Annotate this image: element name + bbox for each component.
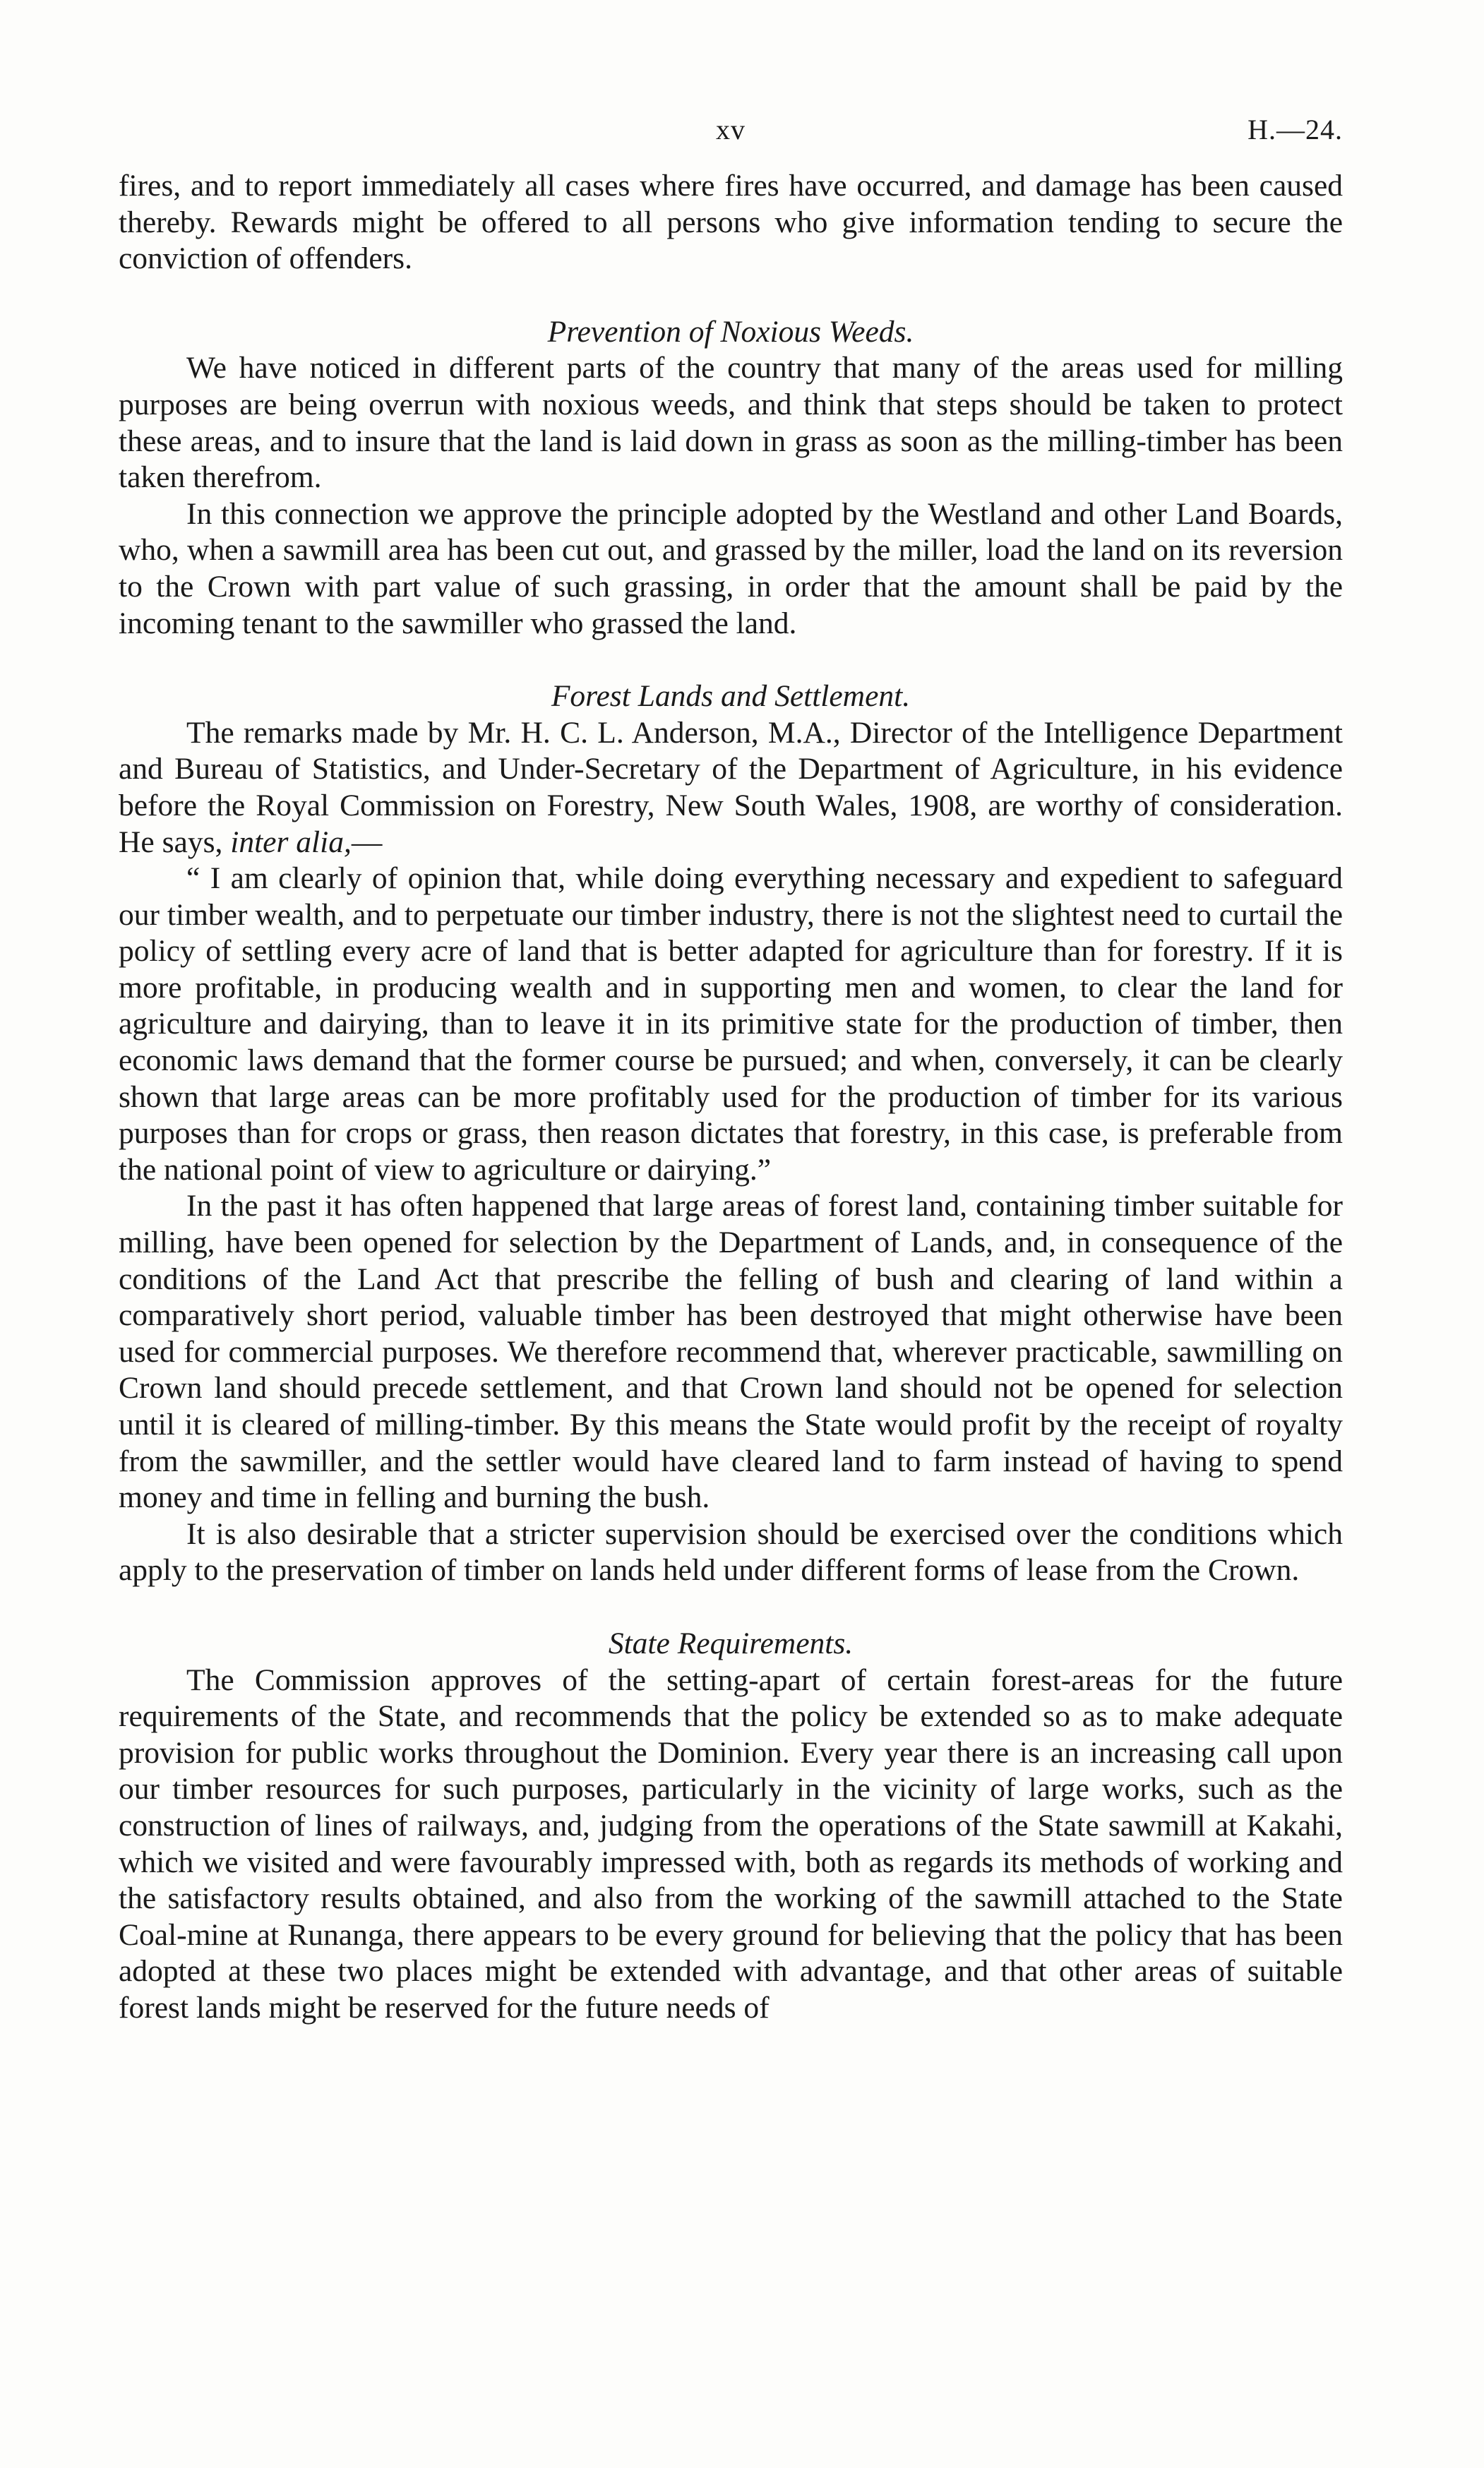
inter-alia-italic: inter alia,: [230, 825, 352, 859]
section-heading-state-requirements: State Requirements.: [608, 1626, 854, 1660]
section-heading-forest-lands: Forest Lands and Settlement.: [551, 679, 911, 714]
anderson-quotation: “ I am clearly of opinion that, while doing everything necessary and expedient to safeguard our timber wealth, and to perpetuate our timber industry, there is not the slightest need to curtail the policy of settling every acre of land that is better adapted for agriculture than for forestry. If it is more profitable, in producing wealth and in supporting men and women, to clear the land for agriculture and dairying, than to leave it in its primitive state for the production of timber, then economic laws demand that the former course be pursued; and when, conversely, it can be clearly shown that large areas can be more profitably used for the production of timber for its various purposes than for crops or grass, then reason dictates that forestry, in this case, is preferable from the national point of view to agriculture or dairying.”: [119, 861, 1343, 1187]
state-requirements-paragraph-1: The Commission approves of the setting-apart of certain forest-areas for the future requirements of the State, and recommends that the policy be extended so as to make adequate provision for public works throughout the Dominion. Every year there is an increasing call upon our timber resources for such purposes, particularly in the vicinity of large works, such as the construction of lines of railways, and, judging from the operations of the State sawmill at Kakahi, which we visited and were favourably impressed with, both as regards its methods of working and the satisfactory results obtained, and also from the working of the sawmill attached to the State Coal-mine at Runanga, there appears to be every ground for believing that the policy that has been adopted at these two places might be extended with advantage, and that other areas of suitable forest lands might be reserved for the future needs of: [119, 1663, 1343, 2025]
forest-lands-paragraph-2: In the past it has often happened that large areas of forest land, containing timber suitable for milling, have been opened for selection by the Department of Lands, and, in consequence of the conditions of the Land Act that prescribe the felling of bush and clearing of land within a comparatively short period, valuable timber has been destroyed that might otherwise have been used for commercial purposes. We therefore recommend that, wherever practicable, sawmilling on Crown land should precede settlement, and that Crown land should not be opened for selection until it is cleared of milling-timber. By this means the State would profit by the receipt of royalty from the sawmiller, and the settler would have cleared land to farm instead of having to spend money and time in felling and burning the bush.: [119, 1189, 1343, 1515]
intro-paragraph: fires, and to report immediately all cases where fires have occurred, and damage has been caused thereby. Rewards might be offered to all persons who give information tending to secure the conviction of offenders.: [119, 169, 1343, 276]
page-number: xv: [716, 114, 746, 145]
noxious-weeds-paragraph-1: We have noticed in different parts of the country that many of the areas used for milling purposes are being overrun with noxious weeds, and think that steps should be taken to protect these areas, and to insure that the land is laid down in grass as soon as the milling-timber has been taken therefrom.: [119, 351, 1343, 495]
forest-lands-paragraph-3: It is also desirable that a stricter supervision should be exercised over the conditions which apply to the preservation of timber on lands held under different forms of lease from the Crown.: [119, 1516, 1343, 1588]
document-reference: H.—24.: [1247, 114, 1343, 145]
noxious-weeds-paragraph-2: In this connection we approve the principle adopted by the Westland and other Land Boards, who, when a sawmill area has been cut out, and grassed by the miller, load the land on its reversion to the Crown with part value of such grassing, in order that the amount shall be paid by the incoming tenant to the sawmiller who grassed the land.: [119, 496, 1343, 640]
forest-lands-paragraph-1-text: The remarks made by Mr. H. C. L. Anderson, M.A., Director of the Intelligence Department and Bureau of Statistics, and Under-Secretary of the Department of Agriculture, in his evidence before the Royal Commission on Forestry, New South Wales, 1908, are worthy of consideration. He says,: [119, 715, 1343, 859]
forest-lands-paragraph-1: [119, 715, 1343, 861]
section-heading-noxious-weeds: Prevention of Noxious Weeds.: [547, 314, 914, 349]
page-body: [119, 168, 1343, 2027]
forest-lands-paragraph-1-dash: —: [351, 825, 383, 859]
page-header: [119, 113, 1343, 155]
